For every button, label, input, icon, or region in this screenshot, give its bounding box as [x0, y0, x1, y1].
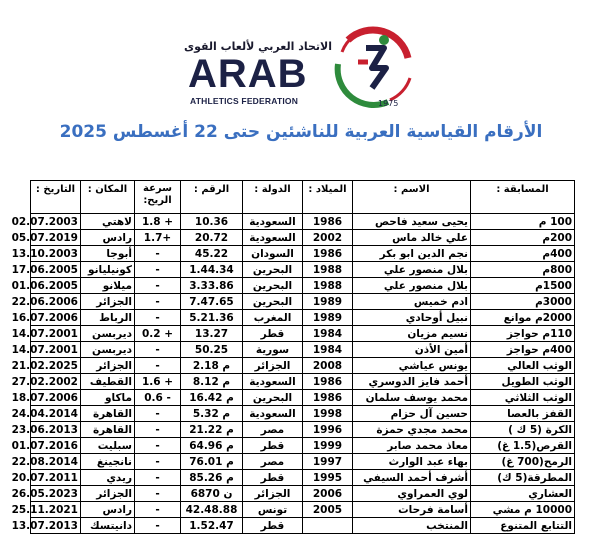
cell-name: المنتخب [353, 518, 471, 534]
table-row [31, 422, 575, 438]
cell-record: 50.25 [181, 342, 243, 358]
table-row [31, 406, 575, 422]
cell-place: الجزائر [81, 358, 135, 374]
cell-country: تونس [243, 502, 303, 518]
cell-place: دانيتسك [81, 518, 135, 534]
cell-date: 23.06.2013 [31, 422, 81, 438]
cell-record: 1.52.47 [181, 518, 243, 534]
cell-birth: 1996 [303, 422, 353, 438]
cell-name: بهاء عبد الوارث [353, 454, 471, 470]
cell-birth: 2002 [303, 230, 353, 246]
cell-place: ديربسن [81, 326, 135, 342]
cell-birth: 1988 [303, 278, 353, 294]
header-birth: الميلاد : [303, 181, 353, 214]
cell-record: 20.72 [181, 230, 243, 246]
cell-birth: 1989 [303, 310, 353, 326]
cell-event: 1500م [471, 278, 575, 294]
cell-place: ميلانو [81, 278, 135, 294]
header-name: الاسم : [353, 181, 471, 214]
cell-date: 21.02.2025 [31, 358, 81, 374]
cell-name: ادم خميس [353, 294, 471, 310]
cell-country: مصر [243, 454, 303, 470]
cell-record: 5.32 م [181, 406, 243, 422]
table-row [31, 326, 575, 342]
cell-wind: 0.2 + [135, 326, 181, 342]
cell-date: 17.06.2005 [31, 262, 81, 278]
cell-wind: - [135, 342, 181, 358]
cell-record: 76.01 م [181, 454, 243, 470]
cell-country: السعودية [243, 230, 303, 246]
cell-place: رادس [81, 502, 135, 518]
cell-wind: - [135, 406, 181, 422]
cell-event: 10000 م مشي [471, 502, 575, 518]
cell-date: 01.06.2005 [31, 278, 81, 294]
cell-event: 400م حواجز [471, 342, 575, 358]
cell-date: 14.07.2001 [31, 326, 81, 342]
table-row [31, 278, 575, 294]
cell-place: ديربسن [81, 342, 135, 358]
cell-event: 3000م [471, 294, 575, 310]
table-row [31, 518, 575, 534]
cell-date: 22.06.2006 [31, 294, 81, 310]
cell-country: الجزائر [243, 486, 303, 502]
header-date: التاريخ : [31, 181, 81, 214]
cell-date: 20.07.2011 [31, 470, 81, 486]
cell-date: 14.07.2001 [31, 342, 81, 358]
cell-birth: 1984 [303, 326, 353, 342]
cell-name: يونس عياشي [353, 358, 471, 374]
table-row [31, 310, 575, 326]
cell-event: الوثب العالي [471, 358, 575, 374]
cell-birth: 1998 [303, 406, 353, 422]
cell-birth: 2008 [303, 358, 353, 374]
records-table-body [11, 214, 575, 534]
cell-event: الرمح(700 غ) [471, 454, 575, 470]
cell-date: 26.05.2023 [31, 486, 81, 502]
table-row [31, 294, 575, 310]
cell-name: أشرف أحمد السيفي [353, 470, 471, 486]
cell-place: الجزائر [81, 486, 135, 502]
cell-date: 22.08.2014 [31, 454, 81, 470]
cell-name: نبيل أوحادي [353, 310, 471, 326]
records-table [11, 180, 575, 534]
cell-birth: 2006 [303, 486, 353, 502]
cell-record: 16.42 م [181, 390, 243, 406]
cell-place: لاهتي [81, 214, 135, 230]
table-row [31, 230, 575, 246]
cell-country: البحرين [243, 278, 303, 294]
cell-date: 24.04.2014 [31, 406, 81, 422]
logo-emblem-icon [328, 18, 418, 110]
cell-birth: 2005 [303, 502, 353, 518]
cell-event: المطرقة(5 ك) [471, 470, 575, 486]
header-event: المسابقة : [471, 181, 575, 214]
cell-record: 85.26 م [181, 470, 243, 486]
cell-record: 13.27 [181, 326, 243, 342]
cell-wind: - [135, 486, 181, 502]
table-row [31, 358, 575, 374]
cell-birth: 1986 [303, 246, 353, 262]
cell-place: الجزائر [81, 294, 135, 310]
cell-name: علي خالد ماس [353, 230, 471, 246]
cell-place: ريدي [81, 470, 135, 486]
cell-wind: - [135, 262, 181, 278]
cell-name: بلال منصور علي [353, 278, 471, 294]
cell-country: قطر [243, 438, 303, 454]
cell-wind: - [135, 470, 181, 486]
table-row [31, 390, 575, 406]
table-row [31, 246, 575, 262]
cell-wind: - [135, 438, 181, 454]
page-title: الأرقام القياسية العربية للناشئين حتى 22 أغسطس 2025 [59, 122, 543, 142]
cell-record: 64.96 م [181, 438, 243, 454]
logo-subtitle: ATHLETICS FEDERATION [190, 96, 299, 106]
table-row [31, 342, 575, 358]
cell-record: 42.48.88 [181, 502, 243, 518]
cell-record: 6870 ن [181, 486, 243, 502]
header-wind: سرعة الريح: [135, 181, 181, 214]
table-row [31, 454, 575, 470]
cell-record: 7.47.65 [181, 294, 243, 310]
cell-wind: 0.6 - [135, 390, 181, 406]
cell-wind: 1.8 + [135, 214, 181, 230]
cell-birth: 1995 [303, 470, 353, 486]
cell-place: القاهرة [81, 422, 135, 438]
cell-wind: - [135, 310, 181, 326]
cell-date: 25.11.2021 [31, 502, 81, 518]
cell-wind: 1.6 + [135, 374, 181, 390]
cell-event: القرص(1.5 غ) [471, 438, 575, 454]
table-row [31, 214, 575, 230]
cell-wind: - [135, 278, 181, 294]
cell-record: 3.33.86 [181, 278, 243, 294]
cell-name: حسين آل حزام [353, 406, 471, 422]
logo-arabic-name: الاتحاد العربي لألعاب القوى [183, 40, 332, 53]
cell-country: السعودية [243, 214, 303, 230]
cell-date: 16.07.2006 [31, 310, 81, 326]
cell-name: بلال منصور علي [353, 262, 471, 278]
cell-date: 01.07.2016 [31, 438, 81, 454]
cell-wind: - [135, 518, 181, 534]
cell-name: أمين الأذن [353, 342, 471, 358]
cell-event: التتابع المتنوع [471, 518, 575, 534]
cell-date: 02.07.2003 [31, 214, 81, 230]
logo-year: 1975 [378, 99, 399, 108]
table-row [31, 262, 575, 278]
cell-wind: - [135, 454, 181, 470]
cell-country: قطر [243, 470, 303, 486]
cell-name: أحمد فايز الدوسري [353, 374, 471, 390]
cell-date: 13.07.2013 [31, 518, 81, 534]
cell-country: الجزائر [243, 358, 303, 374]
federation-logo [178, 18, 418, 110]
cell-country: السودان [243, 246, 303, 262]
cell-event: 2000م موانع [471, 310, 575, 326]
cell-country: مصر [243, 422, 303, 438]
cell-event: الوثب الثلاثي [471, 390, 575, 406]
cell-record: 21.22 م [181, 422, 243, 438]
cell-place: القطيف [81, 374, 135, 390]
cell-event: العشاري [471, 486, 575, 502]
cell-date: 05.07.2019 [31, 230, 81, 246]
cell-wind: 1.7+ [135, 230, 181, 246]
cell-event: 800م [471, 262, 575, 278]
cell-birth [303, 518, 353, 534]
cell-name: معاذ محمد صابر [353, 438, 471, 454]
cell-date: 18.07.2006 [31, 390, 81, 406]
cell-birth: 1989 [303, 294, 353, 310]
cell-event: الوثب الطويل [471, 374, 575, 390]
cell-record: 5.21.36 [181, 310, 243, 326]
cell-name: محمد يوسف سلمان [353, 390, 471, 406]
cell-wind: - [135, 422, 181, 438]
cell-birth: 1984 [303, 342, 353, 358]
cell-place: أبوجا [81, 246, 135, 262]
cell-place: سبليت [81, 438, 135, 454]
cell-record: 10.36 [181, 214, 243, 230]
cell-wind: - [135, 502, 181, 518]
cell-birth: 1986 [303, 374, 353, 390]
cell-wind: - [135, 294, 181, 310]
table-row [31, 374, 575, 390]
cell-country: سورية [243, 342, 303, 358]
cell-birth: 1986 [303, 390, 353, 406]
cell-place: رادس [81, 230, 135, 246]
cell-country: البحرين [243, 294, 303, 310]
cell-name: محمد مجدي حمزة [353, 422, 471, 438]
cell-name: نجم الدين ابو بكر [353, 246, 471, 262]
cell-country: البحرين [243, 390, 303, 406]
header-place: المكان : [81, 181, 135, 214]
table-row [31, 502, 575, 518]
table-row [31, 438, 575, 454]
cell-name: لوي العمراوي [353, 486, 471, 502]
cell-name: يحيى سعيد فاحص [353, 214, 471, 230]
cell-event: الكرة (5 ك ) [471, 422, 575, 438]
table-header-row [31, 181, 575, 214]
cell-birth: 1997 [303, 454, 353, 470]
cell-record: 45.22 [181, 246, 243, 262]
cell-date: 27.02.2002 [31, 374, 81, 390]
cell-country: قطر [243, 326, 303, 342]
cell-country: البحرين [243, 262, 303, 278]
cell-name: أسامة فرحات [353, 502, 471, 518]
logo-word: ARAB [188, 52, 308, 96]
cell-event: 100 م [471, 214, 575, 230]
cell-record: 1.44.34 [181, 262, 243, 278]
cell-event: 200م [471, 230, 575, 246]
cell-birth: 1988 [303, 262, 353, 278]
table-row [31, 470, 575, 486]
cell-country: السعودية [243, 406, 303, 422]
cell-country: السعودية [243, 374, 303, 390]
cell-birth: 1999 [303, 438, 353, 454]
cell-birth: 1986 [303, 214, 353, 230]
cell-place: الرباط [81, 310, 135, 326]
table-row [31, 486, 575, 502]
cell-place: نانجينغ [81, 454, 135, 470]
cell-place: كونيليانو [81, 262, 135, 278]
cell-wind: - [135, 358, 181, 374]
cell-place: القاهرة [81, 406, 135, 422]
cell-record: 8.12 م [181, 374, 243, 390]
cell-record: 2.18 م [181, 358, 243, 374]
cell-name: نسيم مزيان [353, 326, 471, 342]
header-record: الرقم : [181, 181, 243, 214]
header-country: الدولة : [243, 181, 303, 214]
cell-place: ماكاو [81, 390, 135, 406]
cell-country: المغرب [243, 310, 303, 326]
cell-event: 110م حواجز [471, 326, 575, 342]
cell-date: 13.10.2003 [31, 246, 81, 262]
cell-event: القفز بالعصا [471, 406, 575, 422]
cell-wind: - [135, 246, 181, 262]
cell-country: قطر [243, 518, 303, 534]
cell-event: 400م [471, 246, 575, 262]
